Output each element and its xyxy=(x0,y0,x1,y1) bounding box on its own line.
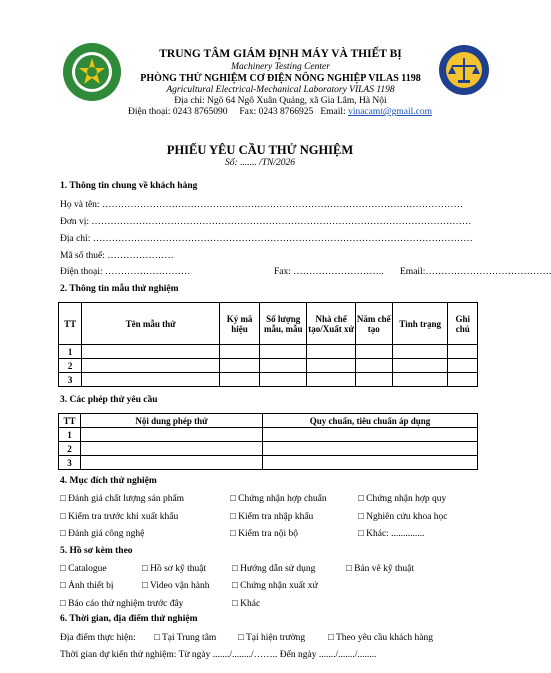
place-label: Địa điểm thực hiện: xyxy=(60,633,136,643)
col-manufacturer: Nhà chế tạo/Xuất xứ xyxy=(307,303,355,345)
doc-drawings[interactable]: □ Bản vẽ kỹ thuật xyxy=(346,564,415,574)
doc-prior-report[interactable]: □ Báo cáo thử nghiệm trước đây xyxy=(60,599,184,609)
doc-catalogue[interactable]: □ Catalogue xyxy=(60,564,107,574)
tax-field[interactable]: Mã số thuế: ………………… xyxy=(60,251,174,261)
section-3-heading: 3. Các phép thử yêu cầu xyxy=(60,395,158,405)
doc-photos[interactable]: □ Ảnh thiết bị xyxy=(60,581,114,591)
col-test-content: Nội dung phép thử xyxy=(81,414,263,428)
purpose-research[interactable]: □ Nghiên cứu khoa học xyxy=(358,512,448,522)
place-customer[interactable]: □ Theo yêu cầu khách hàng xyxy=(328,633,434,643)
time-range-field[interactable]: Thời gian dự kiến thử nghiệm: Từ ngày ......./......../…….. Đến ngày ......./......./........ xyxy=(60,650,377,660)
org-name: TRUNG TÂM GIÁM ĐỊNH MÁY VÀ THIẾT BỊ xyxy=(159,48,402,60)
col-quantity: Số lượng mẫu, mẫu xyxy=(260,303,307,345)
purpose-other[interactable]: □ Khác: .............. xyxy=(358,529,425,539)
section-6-heading: 6. Thời gian, địa điểm thử nghiệm xyxy=(60,614,198,624)
col-standard: Quy chuẩn, tiêu chuẩn áp dụng xyxy=(263,414,478,428)
contact-line: Điện thoại: 0243 8765090 Fax: 0243 8766925 Email: vinacamt@gmail.com xyxy=(127,107,432,117)
doc-video[interactable]: □ Video vận hành xyxy=(142,581,210,591)
col-note: Ghi chú xyxy=(448,303,478,345)
table-row[interactable]: 1 xyxy=(59,345,478,359)
table-row[interactable]: 1 xyxy=(59,428,478,442)
email-link[interactable]: vinacamt@gmail.com xyxy=(348,107,432,117)
phone-field[interactable]: Điện thoại: ……………………… xyxy=(60,267,191,277)
doc-origin[interactable]: □ Chứng nhận xuất xứ xyxy=(232,581,318,591)
place-field[interactable]: □ Tại hiện trường xyxy=(238,633,306,643)
purpose-technology[interactable]: □ Đánh giá công nghệ xyxy=(60,529,145,539)
purpose-export[interactable]: □ Kiểm tra trước khi xuất khẩu xyxy=(60,512,179,522)
col-year: Năm chế tạo xyxy=(355,303,392,345)
section-5-heading: 5. Hồ sơ kèm theo xyxy=(60,546,133,556)
email-field[interactable]: Email:…………………………………. xyxy=(400,267,551,277)
doc-technical[interactable]: □ Hồ sơ kỹ thuật xyxy=(142,564,207,574)
purpose-quality[interactable]: □ Đánh giá chất lượng sản phẩm xyxy=(60,494,185,504)
place-center[interactable]: □ Tại Trung tâm xyxy=(154,633,217,643)
sample-table xyxy=(58,302,478,387)
purpose-import[interactable]: □ Kiểm tra nhập khẩu xyxy=(230,512,314,522)
name-field[interactable]: Họ và tên: …………………………………………………………………………………………………… xyxy=(60,200,463,210)
purpose-standard-cert[interactable]: □ Chứng nhận hợp chuẩn xyxy=(230,494,327,504)
lab-name: PHÒNG THỬ NGHIỆM CƠ ĐIỆN NÔNG NGHIỆP VILAS 1198 xyxy=(140,73,421,84)
fax-field[interactable]: Fax: ……………………….. xyxy=(274,267,384,277)
left-logo xyxy=(62,42,122,102)
table-row[interactable]: 3 xyxy=(59,456,478,470)
table-row[interactable]: 2 xyxy=(59,359,478,373)
purpose-regulation-cert[interactable]: □ Chứng nhận hợp quy xyxy=(358,494,447,504)
table-row[interactable]: 3 xyxy=(59,373,478,387)
address: Địa chỉ: Ngõ 64 Ngô Xuân Quảng, xã Gia Lâm, Hà Nội xyxy=(174,96,387,106)
right-logo xyxy=(438,44,490,96)
col-code: Ký mã hiệu xyxy=(220,303,260,345)
table-row[interactable]: 2 xyxy=(59,442,478,456)
lab-name-en: Agricultural Electrical-Mechanical Laboratory VILAS 1198 xyxy=(166,85,395,95)
section-1-heading: 1. Thông tin chung về khách hàng xyxy=(60,181,198,191)
address-field[interactable]: Địa chỉ: ………………………………………………………………………………………………………… xyxy=(60,234,473,244)
section-4-heading: 4. Mục đích thử nghiệm xyxy=(60,476,157,486)
doc-other[interactable]: □ Khác xyxy=(232,599,261,609)
col-tt: TT xyxy=(59,303,82,345)
form-title: PHIẾU YÊU CẦU THỬ NGHIỆM xyxy=(166,143,354,157)
org-name-en: Machinery Testing Center xyxy=(231,62,330,72)
tests-table xyxy=(58,413,478,470)
col-condition: Tình trạng xyxy=(392,303,448,345)
doc-manual[interactable]: □ Hướng dẫn sử dụng xyxy=(232,564,316,574)
section-2-heading: 2. Thông tin mẫu thử nghiệm xyxy=(60,284,179,294)
purpose-internal[interactable]: □ Kiểm tra nội bộ xyxy=(230,529,299,539)
col-sample-name: Tên mẫu thử xyxy=(82,303,220,345)
col-tt: TT xyxy=(59,414,81,428)
form-number[interactable]: Số: ....... /TN/2026 xyxy=(225,158,295,168)
unit-field[interactable]: Đơn vị: ………………………………………………………………………………………………………… xyxy=(60,217,472,227)
